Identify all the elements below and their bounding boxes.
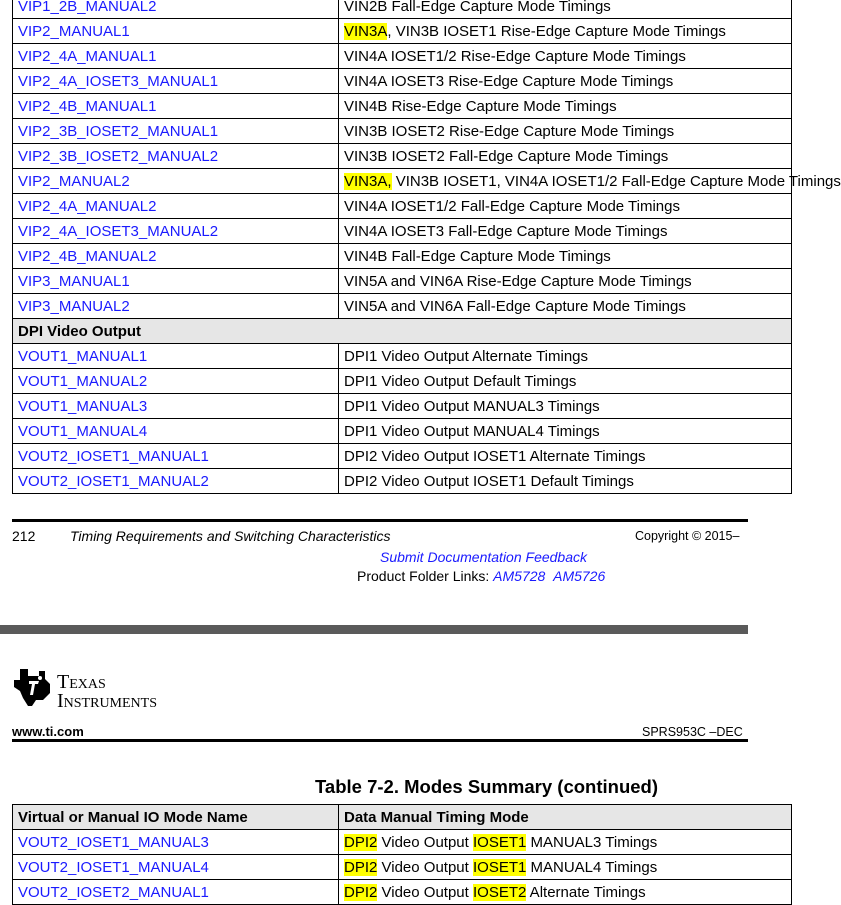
section-heading: DPI Video Output — [13, 319, 792, 344]
mode-name-link[interactable]: VIP2_4A_MANUAL1 — [13, 44, 339, 69]
mode-name-link[interactable]: VIP2_4B_MANUAL1 — [13, 94, 339, 119]
table-row — [13, 269, 792, 294]
timing-mode: DPI1 Video Output Default Timings — [339, 369, 792, 394]
mode-name-link[interactable]: VIP3_MANUAL2 — [13, 294, 339, 319]
search-highlight: VIN3A, — [344, 172, 392, 190]
mode-name-link[interactable]: VOUT2_IOSET2_MANUAL1 — [13, 880, 339, 905]
table-row — [13, 294, 792, 319]
table-header-row — [13, 805, 792, 830]
mode-name-link[interactable]: VIP2_MANUAL1 — [13, 19, 339, 44]
mode-name-link[interactable]: VOUT2_IOSET1_MANUAL2 — [13, 469, 339, 494]
table-row — [13, 855, 792, 880]
table-row — [13, 880, 792, 905]
mode-name-link[interactable]: VOUT1_MANUAL1 — [13, 344, 339, 369]
table-row — [13, 469, 792, 494]
timing-mode: VIN5A and VIN6A Rise-Edge Capture Mode Timings — [339, 269, 792, 294]
mode-name-link[interactable]: VIP2_4A_MANUAL2 — [13, 194, 339, 219]
timing-mode: VIN4A IOSET1/2 Fall-Edge Capture Mode Timings — [339, 194, 792, 219]
mode-name-link[interactable]: VIP2_3B_IOSET2_MANUAL2 — [13, 144, 339, 169]
table-row — [13, 369, 792, 394]
header-rule — [12, 739, 748, 742]
folder-links-label: Product Folder Links: — [357, 568, 494, 584]
timing-mode: DPI1 Video Output MANUAL3 Timings — [339, 394, 792, 419]
timing-mode: DPI2 Video Output IOSET1 Default Timings — [339, 469, 792, 494]
mode-name-link[interactable]: VOUT1_MANUAL4 — [13, 419, 339, 444]
table-row — [13, 830, 792, 855]
mode-name-link[interactable]: VIP2_4B_MANUAL2 — [13, 244, 339, 269]
section-row — [13, 319, 792, 344]
footer-section-title: Timing Requirements and Switching Characteristics — [70, 528, 391, 544]
page-213 — [0, 625, 748, 903]
submit-feedback-link[interactable]: Submit Documentation Feedback — [380, 549, 587, 565]
search-highlight: IOSET2 — [472, 883, 527, 901]
search-highlight: IOSET1 — [472, 833, 527, 851]
column-header: Virtual or Manual IO Mode Name — [13, 805, 339, 830]
timing-mode: DPI2 Video Output IOSET2 Alternate Timings — [339, 880, 792, 905]
timing-mode: VIN5A and VIN6A Fall-Edge Capture Mode Timings — [339, 294, 792, 319]
mode-name-link[interactable]: VIP2_4A_IOSET3_MANUAL1 — [13, 69, 339, 94]
table-row — [13, 419, 792, 444]
timing-mode: VIN4B Rise-Edge Capture Mode Timings — [339, 94, 792, 119]
timing-mode: DPI2 Video Output IOSET1 MANUAL3 Timings — [339, 830, 792, 855]
timing-mode: VIN4A IOSET1/2 Rise-Edge Capture Mode Timings — [339, 44, 792, 69]
table-row — [13, 394, 792, 419]
page-number: 212 — [12, 528, 36, 544]
timing-mode: DPI1 Video Output MANUAL4 Timings — [339, 419, 792, 444]
logo-line-2: Instruments — [57, 690, 158, 712]
column-header: Data Manual Timing Mode — [339, 805, 792, 830]
document-id: SPRS953C –DEC — [642, 725, 743, 739]
table-row — [13, 119, 792, 144]
mode-name-link[interactable]: VOUT1_MANUAL2 — [13, 369, 339, 394]
website-link[interactable]: www.ti.com — [12, 724, 84, 739]
modes-summary-table-part1 — [12, 0, 841, 494]
table-row — [13, 0, 792, 19]
timing-mode: VIN3B IOSET2 Rise-Edge Capture Mode Timings — [339, 119, 792, 144]
search-highlight: DPI2 — [344, 883, 378, 901]
texas-instruments-logo-icon — [12, 667, 52, 707]
mode-name-link[interactable]: VOUT2_IOSET1_MANUAL4 — [13, 855, 339, 880]
product-link-am5726[interactable]: AM5726 — [553, 568, 606, 584]
table-row — [13, 344, 792, 369]
timing-mode: VIN3A, VIN3B IOSET1 Rise-Edge Capture Mode Timings — [339, 19, 792, 44]
mode-name-link[interactable]: VIP2_MANUAL2 — [13, 169, 339, 194]
ti-wordmark — [57, 673, 157, 711]
copyright: Copyright © 2015– — [635, 529, 740, 543]
mode-name-link[interactable]: VIP1_2B_MANUAL2 — [13, 0, 339, 19]
timing-mode: VIN4B Fall-Edge Capture Mode Timings — [339, 244, 792, 269]
timing-mode: VIN3B IOSET2 Fall-Edge Capture Mode Timings — [339, 144, 792, 169]
timing-mode: DPI2 Video Output IOSET1 MANUAL4 Timings — [339, 855, 792, 880]
timing-mode: VIN4A IOSET3 Fall-Edge Capture Mode Timings — [339, 219, 792, 244]
footer-rule — [12, 519, 748, 522]
table-row — [13, 94, 792, 119]
product-link-am5728[interactable]: AM5728 — [493, 568, 546, 584]
table-row — [13, 194, 792, 219]
mode-name-link[interactable]: VIP2_3B_IOSET2_MANUAL1 — [13, 119, 339, 144]
mode-name-link[interactable]: VOUT1_MANUAL3 — [13, 394, 339, 419]
table-row — [13, 169, 792, 194]
product-folder-links — [357, 568, 605, 584]
mode-name-link[interactable]: VIP3_MANUAL1 — [13, 269, 339, 294]
logo-line-1: Texas — [57, 671, 106, 693]
timing-mode: DPI2 Video Output IOSET1 Alternate Timings — [339, 444, 792, 469]
table-title: Table 7-2. Modes Summary (continued) — [315, 776, 658, 797]
table-row — [13, 219, 792, 244]
timing-mode: VIN4A IOSET3 Rise-Edge Capture Mode Timings — [339, 69, 792, 94]
timing-mode: VIN3A, VIN3B IOSET1, VIN4A IOSET1/2 Fall-Edge Capture Mode Timings — [339, 169, 792, 194]
table-row — [13, 444, 792, 469]
search-highlight: VIN3A — [344, 22, 388, 40]
search-highlight: DPI2 — [344, 858, 378, 876]
mode-name-link[interactable]: VIP2_4A_IOSET3_MANUAL2 — [13, 219, 339, 244]
timing-mode: VIN2B Fall-Edge Capture Mode Timings — [339, 0, 792, 19]
table-row — [13, 69, 792, 94]
search-highlight: IOSET1 — [472, 858, 527, 876]
mode-name-link[interactable]: VOUT2_IOSET1_MANUAL3 — [13, 830, 339, 855]
table-row — [13, 44, 792, 69]
timing-mode: DPI1 Video Output Alternate Timings — [339, 344, 792, 369]
table-row — [13, 19, 792, 44]
search-highlight: DPI2 — [344, 833, 378, 851]
table-row — [13, 144, 792, 169]
mode-name-link[interactable]: VOUT2_IOSET1_MANUAL1 — [13, 444, 339, 469]
modes-summary-table-part2 — [12, 804, 792, 905]
table-row — [13, 244, 792, 269]
